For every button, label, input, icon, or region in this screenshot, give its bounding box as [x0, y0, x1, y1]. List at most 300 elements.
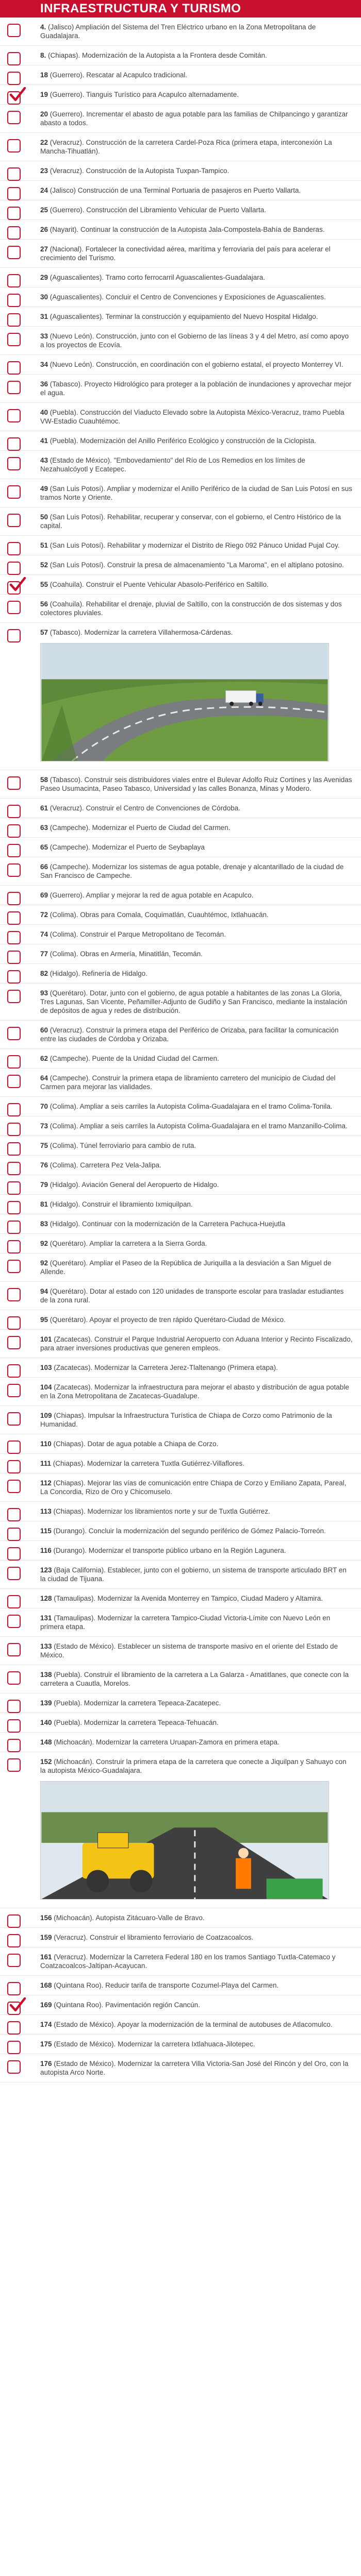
item-number: 112	[40, 1479, 52, 1487]
list-item	[0, 1097, 361, 1116]
item-number: 30	[40, 293, 48, 301]
item-text	[40, 186, 353, 195]
item-description: (Nacional). Fortalecer la conectividad aérea, marítima y ferroviaria del país para acelerar el crecimiento del Turismo.	[40, 245, 331, 262]
item-description: (Colima). Construir el Parque Metropolitano de Tecomán.	[48, 930, 226, 938]
item-description: (Puebla). Construcción del Viaducto Elevado sobre la Autopista México-Veracruz, tramo Puebla VW-Estadio Cuauhtémoc.	[40, 409, 344, 425]
item-description: (Estado de México). "Embovedamiento" del Río de Los Remedios en los límites de Nezahualcóyotl y Ecatepec.	[40, 456, 305, 473]
list-item	[0, 1021, 361, 1049]
item-checkbox[interactable]	[7, 1260, 21, 1273]
item-checkbox[interactable]	[7, 542, 21, 555]
item-text	[40, 1738, 353, 1747]
item-checkbox[interactable]	[7, 333, 21, 346]
item-checkbox[interactable]	[7, 167, 21, 181]
item-description: (Baja California). Establecer, junto con el gobierno, un sistema de transporte articulado BRT en la ciudad de Tijuana.	[40, 1566, 347, 1583]
item-checkbox[interactable]	[7, 1384, 21, 1397]
item-text	[40, 561, 353, 569]
list-item	[0, 181, 361, 200]
item-checkbox[interactable]	[7, 1221, 21, 1234]
item-text	[40, 1239, 353, 1248]
item-text	[40, 273, 353, 282]
item-checkbox[interactable]	[7, 1547, 21, 1561]
item-description: (Estado de México). Establecer un sistema de transporte masivo en el oriente del Estado de México.	[40, 1642, 338, 1659]
item-description: (Tamaulipas). Modernizar la carretera Tampico-Ciudad Victoria-Límite con Nuevo León en primera etapa.	[40, 1614, 331, 1631]
item-number: 77	[40, 950, 48, 958]
item-checkbox[interactable]	[7, 1480, 21, 1493]
check-mark-icon	[9, 87, 26, 103]
item-description: (Estado de México). Modernizar la carretera Villa Victoria-San José del Rincón y del Oro, con la autopista Arco Norte.	[40, 2060, 349, 2076]
item-text	[40, 910, 353, 919]
item-number: 139	[40, 1699, 52, 1707]
item-text	[40, 1335, 353, 1352]
item-description: (Guerrero). Tianguis Turístico para Acapulco alternadamente.	[48, 91, 239, 98]
list-item	[0, 327, 361, 355]
item-checkbox[interactable]	[7, 1316, 21, 1330]
list-item	[0, 200, 361, 220]
item-checkbox[interactable]	[7, 1758, 21, 1772]
item-number: 128	[40, 1595, 52, 1602]
item-description: (Tamaulipas). Modernizar la Avenida Monterrey en Tampico, Ciudad Madero y Altamira.	[52, 1595, 323, 1602]
list-item	[0, 105, 361, 133]
item-text	[40, 293, 353, 301]
item-description: (Guerrero). Construcción del Libramiento Vehicular de Puerto Vallarta.	[48, 206, 266, 214]
list-item	[0, 2015, 361, 2035]
item-checkbox[interactable]	[7, 601, 21, 614]
item-text	[40, 513, 353, 530]
item-checkbox[interactable]	[7, 1528, 21, 1541]
list-item	[0, 1049, 361, 1069]
item-text	[40, 843, 353, 852]
highway-photo	[40, 643, 329, 761]
item-checkbox[interactable]	[7, 844, 21, 857]
item-description: (Tabasco). Construir seis distribuidores viales entre el Bulevar Adolfo Ruiz Cortines y las Avenidas Paseo Usumacinta, Paseo Tabasco, Universidad y las calles Bonanza, Minas y Modero.	[40, 776, 352, 792]
item-text	[40, 1200, 353, 1209]
item-number: 58	[40, 776, 48, 784]
item-number: 169	[40, 2001, 52, 2009]
item-text	[40, 1757, 353, 1775]
list-item	[0, 240, 361, 268]
item-checkbox[interactable]	[7, 207, 21, 220]
item-number: 73	[40, 1122, 48, 1130]
item-checkbox[interactable]	[7, 1240, 21, 1253]
item-text	[40, 332, 353, 349]
list-item	[0, 595, 361, 623]
item-number: 4.	[40, 23, 46, 31]
item-text	[40, 51, 353, 60]
item-number: 123	[40, 1566, 52, 1574]
item-checkbox[interactable]	[7, 1954, 21, 1967]
list-item	[0, 1116, 361, 1136]
item-description: (Aguascalientes). Terminar la construcción y equipamiento del Nuevo Hospital Hidalgo.	[48, 313, 318, 320]
list-item	[0, 555, 361, 575]
item-checkbox[interactable]	[7, 970, 21, 984]
item-text	[40, 1507, 353, 1516]
list-item	[0, 905, 361, 925]
item-description: (Zacatecas). Modernizar la Carretera Jerez-Tlaltenango (Primera etapa).	[52, 1364, 278, 1371]
item-checkbox[interactable]	[7, 2060, 21, 2074]
item-checkbox[interactable]	[7, 246, 21, 259]
item-number: 29	[40, 274, 48, 281]
item-number: 24	[40, 187, 48, 194]
list-item	[0, 220, 361, 240]
item-description: (Chiapas). Modernizar la carretera Tuxtla Gutiérrez-Villaflores.	[51, 1460, 244, 1467]
item-number: 111	[40, 1460, 52, 1467]
item-text	[40, 804, 353, 812]
list-item	[0, 46, 361, 65]
item-number: 70	[40, 1103, 48, 1110]
item-number: 104	[40, 1383, 52, 1391]
item-text	[40, 1594, 353, 1603]
item-number: 138	[40, 1671, 52, 1679]
item-checkbox[interactable]	[7, 1700, 21, 1713]
item-text	[40, 950, 353, 958]
item-checkbox[interactable]	[7, 381, 21, 394]
item-number: 34	[40, 361, 48, 368]
item-text	[40, 1459, 353, 1468]
item-number: 50	[40, 513, 48, 521]
list-item	[0, 770, 361, 799]
item-number: 81	[40, 1200, 48, 1208]
item-text	[40, 1546, 353, 1555]
item-text	[40, 1287, 353, 1304]
item-number: 26	[40, 226, 48, 233]
item-text	[40, 1411, 353, 1429]
item-text	[40, 1141, 353, 1150]
item-number: 51	[40, 541, 48, 549]
item-description: (Veracruz). Modernizar la Carretera Federal 180 en los tramos Santiago Tuxtla-Catemaco y Coatzacoalcos-Jaltipan-Acayucan.	[40, 1953, 336, 1970]
item-text	[40, 380, 353, 397]
item-checkbox[interactable]	[7, 805, 21, 818]
list-item	[0, 886, 361, 905]
item-description: (San Luis Potosí). Construir la presa de almacenamiento "La Maroma", en el altiplano potosino.	[48, 561, 344, 569]
item-description: (Querétaro). Dotar al estado con 120 unidades de transporte escolar para trasladar estudiantes de la zona rural.	[40, 1287, 344, 1304]
item-checkbox[interactable]	[7, 1142, 21, 1156]
item-number: 66	[40, 863, 48, 871]
list-item	[0, 1665, 361, 1693]
check-mark-icon	[9, 577, 26, 592]
item-checkbox[interactable]	[7, 581, 21, 595]
item-number: 56	[40, 600, 48, 608]
item-text	[40, 1642, 353, 1659]
item-description: (Colima). Carretera Pez Vela-Jalipa.	[48, 1161, 161, 1169]
item-description: (Guerrero). Incrementar el abasto de agua potable para las familias de Chilpancingo y garantizar abasto a todos.	[40, 110, 348, 127]
item-number: 57	[40, 629, 48, 636]
list-item	[0, 1541, 361, 1561]
list-item	[0, 355, 361, 375]
item-text	[40, 138, 353, 156]
item-number: 61	[40, 804, 48, 812]
item-text	[40, 930, 353, 939]
item-checkbox[interactable]	[7, 1643, 21, 1656]
item-text	[40, 628, 353, 637]
item-text	[40, 1699, 353, 1707]
item-checkbox[interactable]	[7, 1055, 21, 1069]
item-description: (Campeche). Puente de la Unidad Ciudad del Carmen.	[48, 1055, 219, 1062]
list-item	[0, 403, 361, 431]
item-description: (Michoacán). Autopista Zitácuaro-Valle de Bravo.	[52, 1914, 205, 1922]
item-checkbox[interactable]	[7, 990, 21, 1003]
item-description: (Estado de México). Apoyar la modernización de la terminal de autobuses de Atlacomulco.	[52, 2021, 333, 2028]
item-text	[40, 1718, 353, 1727]
item-text	[40, 312, 353, 321]
item-checkbox[interactable]	[7, 274, 21, 287]
list-item	[0, 838, 361, 857]
item-checkbox[interactable]	[7, 2002, 21, 2015]
item-checkbox[interactable]	[7, 1719, 21, 1733]
item-checkbox[interactable]	[7, 892, 21, 905]
item-description: (Chiapas). Modernización de la Autopista a la Frontera desde Comitán.	[46, 52, 267, 59]
item-text	[40, 110, 353, 127]
item-description: (Querétaro). Ampliar la carretera a la Sierra Gorda.	[48, 1240, 207, 1247]
list-item	[0, 1502, 361, 1521]
item-number: 152	[40, 1758, 52, 1766]
item-number: 65	[40, 843, 48, 851]
item-description: (Chiapas). Modernizar los libramientos norte y sur de Tuxtla Gutiérrez.	[51, 1507, 270, 1515]
list-item	[0, 18, 361, 46]
item-number: 140	[40, 1719, 52, 1726]
item-text	[40, 775, 353, 793]
item-description: (Campeche). Modernizar el Puerto de Seybaplaya	[48, 843, 205, 851]
item-checkbox[interactable]	[7, 1364, 21, 1378]
list-item	[0, 1195, 361, 1214]
item-checkbox[interactable]	[7, 1027, 21, 1040]
list-item	[0, 1310, 361, 1330]
item-text	[40, 1102, 353, 1111]
item-text	[40, 1566, 353, 1583]
commitment-list	[0, 18, 361, 2082]
list-item	[0, 1713, 361, 1733]
item-description: (Tabasco). Proyecto Hidrológico para proteger a la población de inundaciones y aprovechar mejor el agua.	[40, 380, 352, 397]
item-text	[40, 580, 353, 589]
item-description: (Querétaro). Dotar, junto con el gobierno, de agua potable a habitantes de las zonas La Gloria, Tres Lagunas, San Vicente, Peñamiller-Adjunto de Gudiño y San Francisco, mediante la instalación de depósitos de agua y redes de distribución.	[40, 989, 348, 1014]
item-description: (Hidalgo). Refinería de Hidalgo.	[48, 970, 147, 977]
item-checkbox[interactable]	[7, 1075, 21, 1088]
item-checkbox[interactable]	[7, 72, 21, 85]
item-checkbox[interactable]	[7, 1336, 21, 1349]
item-checkbox[interactable]	[7, 1412, 21, 1426]
list-item	[0, 307, 361, 327]
item-description: (Guerrero). Ampliar y mejorar la red de agua potable en Acapulco.	[48, 891, 254, 899]
item-checkbox[interactable]	[7, 776, 21, 790]
item-checkbox[interactable]	[7, 2041, 21, 2054]
item-number: 43	[40, 456, 48, 464]
item-checkbox[interactable]	[7, 1671, 21, 1685]
list-item	[0, 925, 361, 944]
item-description: (Chiapas). Impulsar la Infraestructura Turística de Chiapa de Corzo como Patrimonio de la Humanidad.	[40, 1412, 332, 1428]
item-text	[40, 166, 353, 175]
list-item	[0, 1693, 361, 1713]
item-checkbox[interactable]	[7, 931, 21, 944]
item-checkbox[interactable]	[7, 139, 21, 152]
item-checkbox[interactable]	[7, 863, 21, 877]
item-checkbox[interactable]	[7, 294, 21, 307]
item-number: 63	[40, 824, 48, 832]
item-checkbox[interactable]	[7, 514, 21, 527]
item-checkbox[interactable]	[7, 361, 21, 375]
list-item	[0, 1253, 361, 1282]
item-checkbox[interactable]	[7, 437, 21, 451]
item-description: (Veracruz). Construir el Centro de Convenciones de Córdoba.	[48, 804, 240, 812]
item-checkbox[interactable]	[7, 824, 21, 838]
item-description: (Querétaro). Ampliar el Paseo de la República de Juriquilla a la desviación a San Miguel de Allende.	[40, 1259, 332, 1276]
item-checkbox[interactable]	[7, 409, 21, 422]
item-checkbox[interactable]	[7, 485, 21, 499]
item-number: 131	[40, 1614, 52, 1622]
item-checkbox[interactable]	[7, 1508, 21, 1521]
item-number: 156	[40, 1914, 52, 1922]
item-text	[40, 23, 353, 40]
item-checkbox[interactable]	[7, 24, 21, 37]
item-number: 25	[40, 206, 48, 214]
item-text	[40, 891, 353, 900]
item-number: 133	[40, 1642, 52, 1650]
item-number: 95	[40, 1316, 48, 1324]
list-item	[0, 375, 361, 403]
item-checkbox[interactable]	[7, 187, 21, 200]
item-checkbox[interactable]	[7, 1440, 21, 1454]
list-item	[0, 1928, 361, 1947]
item-text	[40, 1122, 353, 1130]
item-number: 60	[40, 1026, 48, 1034]
item-text	[40, 245, 353, 262]
item-text	[40, 2020, 353, 2029]
item-checkbox[interactable]	[7, 2021, 21, 2035]
list-item	[0, 451, 361, 479]
list-item	[0, 1454, 361, 1473]
item-checkbox[interactable]	[7, 1123, 21, 1136]
list-item	[0, 287, 361, 307]
list-item	[0, 944, 361, 964]
item-text	[40, 484, 353, 502]
item-checkbox[interactable]	[7, 1201, 21, 1214]
item-description: (Puebla). Modernizar la carretera Tepeaca-Zacatepec.	[52, 1699, 221, 1707]
item-checkbox[interactable]	[7, 1103, 21, 1116]
item-description: (Nuevo León). Construcción, en coordinación con el gobierno estatal, el proyecto Monterrey VI.	[48, 361, 343, 368]
item-checkbox[interactable]	[7, 226, 21, 240]
item-number: 174	[40, 2021, 52, 2028]
item-checkbox[interactable]	[7, 1181, 21, 1195]
list-item	[0, 1908, 361, 1928]
item-number: 75	[40, 1142, 48, 1149]
list-item	[0, 1175, 361, 1195]
item-number: 41	[40, 437, 48, 445]
item-number: 116	[40, 1547, 52, 1554]
item-number: 33	[40, 332, 48, 340]
item-number: 161	[40, 1953, 52, 1961]
item-number: 64	[40, 1074, 48, 1082]
item-checkbox[interactable]	[7, 1615, 21, 1628]
item-text	[40, 1026, 353, 1043]
item-description: (Michoacán). Modernizar la carretera Uruapan-Zamora en primera etapa.	[52, 1738, 280, 1746]
item-description: (Durango). Concluir la modernización del segundo periférico de Gómez Palacio-Torreón.	[51, 1527, 326, 1535]
list-item	[0, 1234, 361, 1253]
list-item	[0, 623, 361, 770]
item-text	[40, 1953, 353, 1970]
item-number: 69	[40, 891, 48, 899]
item-text	[40, 1180, 353, 1189]
item-text	[40, 969, 353, 978]
item-checkbox[interactable]	[7, 562, 21, 575]
item-checkbox[interactable]	[7, 1739, 21, 1752]
item-description: (Estado de México). Modernizar la carretera Ixtlahuaca-Jilotepec.	[52, 2040, 255, 2048]
item-checkbox[interactable]	[7, 951, 21, 964]
item-description: (Veracruz). Construir la primera etapa del Periférico de Orizaba, para facilitar la comunicación entre las ciudades de Córdoba y Orizaba.	[40, 1026, 339, 1043]
item-number: 92	[40, 1240, 48, 1247]
item-text	[40, 456, 353, 473]
item-number: 23	[40, 167, 48, 175]
item-checkbox[interactable]	[7, 1567, 21, 1580]
item-description: (San Luis Potosí). Ampliar y modernizar el Anillo Periférico de la ciudad de San Luis Potosí en sus tramos Norte y Oriente.	[40, 485, 352, 501]
item-description: (Zacatecas). Modernizar la infraestructura para mejorar el abasto y distribución de agua potable en la Zona Metropolitana de Zacatecas-Guadalupe.	[40, 1383, 349, 1400]
item-number: 103	[40, 1364, 52, 1371]
item-number: 94	[40, 1287, 48, 1295]
item-description: (Quintana Roo). Pavimentación región Cancún.	[52, 2001, 200, 2009]
item-checkbox[interactable]	[7, 313, 21, 327]
item-number: 176	[40, 2060, 52, 2067]
item-description: (Veracruz). Construir el libramiento ferroviario de Coatzacoalcos.	[52, 1934, 254, 1941]
item-number: 55	[40, 581, 48, 588]
item-checkbox[interactable]	[7, 1595, 21, 1608]
item-text	[40, 1315, 353, 1324]
item-number: 83	[40, 1220, 48, 1228]
item-number: 31	[40, 313, 48, 320]
list-item	[0, 431, 361, 451]
item-text	[40, 1614, 353, 1631]
item-checkbox[interactable]	[7, 1914, 21, 1928]
item-number: 113	[40, 1507, 52, 1515]
item-description: (Colima). Ampliar a seis carriles la Autopista Colima-Guadalajara en el tramo Manzanillo-Colima.	[48, 1122, 348, 1130]
list-item	[0, 1733, 361, 1752]
list-item	[0, 1069, 361, 1097]
item-text	[40, 1933, 353, 1942]
item-checkbox[interactable]	[7, 911, 21, 925]
item-description: (Colima). Ampliar a seis carriles la Autopista Colima-Guadalajara en el tramo Colima-Tonila.	[48, 1103, 333, 1110]
item-description: (Chiapas). Dotar de agua potable a Chiapa de Corzo.	[51, 1440, 219, 1448]
item-number: 40	[40, 409, 48, 416]
item-checkbox[interactable]	[7, 629, 21, 642]
item-checkbox[interactable]	[7, 1982, 21, 1995]
item-description: (Puebla). Construir el libramiento de la carretera a La Galarza - Amatitlanes, que conecte con la carretera a Cuautla, Morelos.	[40, 1671, 349, 1687]
item-description: (San Luis Potosí). Rehabilitar, recuperar y conservar, con el gobierno, el Centro Histórico de la capital.	[40, 513, 341, 530]
item-text	[40, 600, 353, 617]
item-description: (Coahuila). Rehabilitar el drenaje, pluvial de Saltillo, con la construcción de dos sistemas y dos colectores pluviales.	[40, 600, 342, 617]
list-item	[0, 1561, 361, 1589]
item-checkbox[interactable]	[7, 52, 21, 65]
item-checkbox[interactable]	[7, 91, 21, 105]
item-checkbox[interactable]	[7, 1162, 21, 1175]
item-number: 115	[40, 1527, 52, 1535]
list-item	[0, 1995, 361, 2015]
item-checkbox[interactable]	[7, 1460, 21, 1473]
item-description: (Campeche). Construir la primera etapa de libramiento carretero del municipio de Ciudad del Carmen para mejorar las vialidades.	[40, 1074, 336, 1091]
item-description: (Aguascalientes). Concluir el Centro de Convenciones y Exposiciones de Aguascalientes.	[48, 293, 326, 301]
item-number: 76	[40, 1161, 48, 1169]
item-number: 18	[40, 71, 48, 79]
list-item	[0, 1156, 361, 1175]
item-description: (Hidalgo). Aviación General del Aeropuerto de Hidalgo.	[48, 1181, 219, 1189]
item-checkbox[interactable]	[7, 1934, 21, 1947]
item-number: 36	[40, 380, 48, 388]
item-number: 109	[40, 1412, 52, 1419]
list-item	[0, 1282, 361, 1310]
list-item	[0, 1521, 361, 1541]
item-checkbox[interactable]	[7, 1288, 21, 1301]
list-item	[0, 268, 361, 287]
item-number: 168	[40, 1981, 52, 1989]
item-text	[40, 823, 353, 832]
item-description: (Nuevo León). Construcción, junto con el Gobierno de las líneas 3 y 4 del Metro, así como apoyo a los proyectos de Ecovía.	[40, 332, 349, 349]
item-checkbox[interactable]	[7, 457, 21, 470]
item-checkbox[interactable]	[7, 111, 21, 124]
